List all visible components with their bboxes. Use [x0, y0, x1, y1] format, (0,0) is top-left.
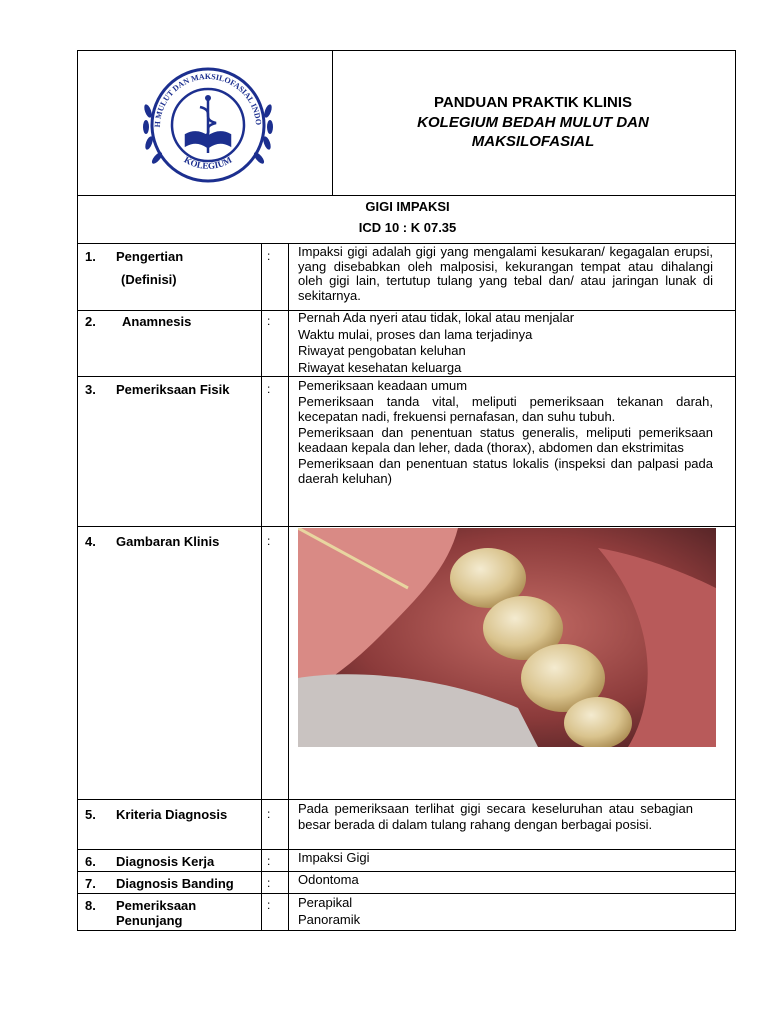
row-content	[298, 378, 713, 487]
content-line: Riwayat kesehatan keluarga	[298, 359, 462, 375]
kolegium-logo	[138, 61, 278, 191]
row-line	[78, 799, 735, 800]
row-number: 3.	[85, 382, 96, 397]
row-number: 2.	[85, 314, 96, 329]
row-content	[298, 872, 713, 887]
clinical-guideline-table	[77, 50, 736, 931]
row-content	[298, 310, 713, 376]
content-line: Odontoma	[298, 872, 359, 887]
clinical-photo-impacted-teeth	[298, 528, 716, 747]
organization-line-1: KOLEGIUM BEDAH MULUT DAN	[417, 114, 649, 131]
row-content	[298, 245, 713, 303]
organization-line-2: MAKSILOFASIAL	[471, 133, 595, 150]
row-line	[78, 526, 735, 527]
row-content	[298, 801, 693, 832]
row-number: 4.	[85, 534, 96, 549]
row-label-line: Kriteria Diagnosis	[116, 807, 228, 822]
content-line: Pemeriksaan keadaan umum	[298, 378, 468, 393]
row-label	[116, 854, 214, 870]
content-line: Perapikal	[298, 895, 353, 910]
separator-colon: :	[267, 898, 271, 912]
column-line	[261, 243, 262, 930]
content-line: Impaksi Gigi	[298, 850, 370, 865]
row-label-line: Pengertian	[116, 249, 184, 264]
separator-colon: :	[267, 382, 271, 396]
row-number: 1.	[85, 249, 96, 264]
separator-colon: :	[267, 854, 271, 868]
row-label-line: Diagnosis Kerja	[116, 854, 215, 869]
column-line	[288, 243, 289, 930]
row-label	[116, 382, 229, 398]
row-label-line: Pemeriksaan	[116, 898, 197, 913]
row-label	[116, 249, 183, 288]
content-line: Pemeriksaan dan penentuan status lokalis (inspeksi dan palpasi pada daerah keluhan)	[298, 455, 713, 486]
topic-name: GIGI IMPAKSI	[365, 199, 450, 214]
row-label	[122, 314, 191, 330]
row-number: 6.	[85, 854, 96, 869]
row-number: 7.	[85, 876, 96, 891]
content-line: Pernah Ada nyeri atau tidak, lokal atau menjalar	[298, 310, 575, 325]
row-label	[116, 534, 219, 550]
content-line: Panoramik	[298, 912, 361, 927]
separator-colon: :	[267, 876, 271, 890]
row-label-line: Penunjang	[116, 913, 183, 928]
content-paragraph: Impaksi gigi adalah gigi yang mengalami kesukaran/ kegagalan erupsi, yang disebabkan oleh malposisi, kekurangan tempat atau dihalangi oleh gigi lain, tertutup tulang yang tebal dan/ atau jaringan lunak di sekitarnya.	[298, 244, 713, 303]
row-number: 8.	[85, 898, 96, 913]
organization-name	[333, 113, 733, 151]
row-label-line: Gambaran Klinis	[116, 534, 220, 549]
row-content	[298, 894, 713, 928]
row-number: 5.	[85, 807, 96, 822]
svg-text:KOLEGIUM: KOLEGIUM	[182, 154, 234, 171]
row-label	[116, 807, 227, 823]
separator-colon: :	[267, 249, 271, 263]
svg-text:BEDAH MULUT DAN MAKSILOFASIAL: H MULUT DAN MAKSILOFASIAL INDO	[152, 71, 264, 128]
content-line: Pemeriksaan dan penentuan status generalis, meliputi pemeriksaan keadaan kepala dan leher, dada (thorax), abdomen dan ekstrimitas	[298, 424, 713, 455]
page-title: PANDUAN PRAKTIK KLINIS	[433, 94, 633, 111]
row-content	[298, 850, 713, 865]
row-line	[78, 376, 735, 377]
separator-colon: :	[267, 534, 271, 548]
row-label-line: Pemeriksaan Fisik	[116, 382, 230, 397]
row-label-line: Diagnosis Banding	[116, 876, 234, 891]
separator-colon: :	[267, 314, 271, 328]
content-line: Pemeriksaan tanda vital, meliputi pemeriksaan tekanan darah, kecepatan nadi, frekuensi pernafasan, dan suhu tubuh.	[298, 393, 713, 424]
row-label	[116, 898, 196, 928]
separator-colon: :	[267, 807, 271, 821]
row-label-line: Anamnesis	[122, 314, 192, 329]
content-paragraph: Pada pemeriksaan terlihat gigi secara keseluruhan atau sebagian besar berada di dalam tulang rahang dengan berbagai posisi.	[298, 801, 693, 832]
row-label-line: (Definisi)	[121, 272, 177, 287]
row-label	[116, 876, 234, 892]
topic-icd-code: ICD 10 : K 07.35	[358, 220, 457, 235]
content-line: Waktu mulai, proses dan lama terjadinya	[298, 326, 533, 342]
row-line	[78, 195, 735, 196]
content-line: Riwayat pengobatan keluhan	[298, 343, 466, 358]
